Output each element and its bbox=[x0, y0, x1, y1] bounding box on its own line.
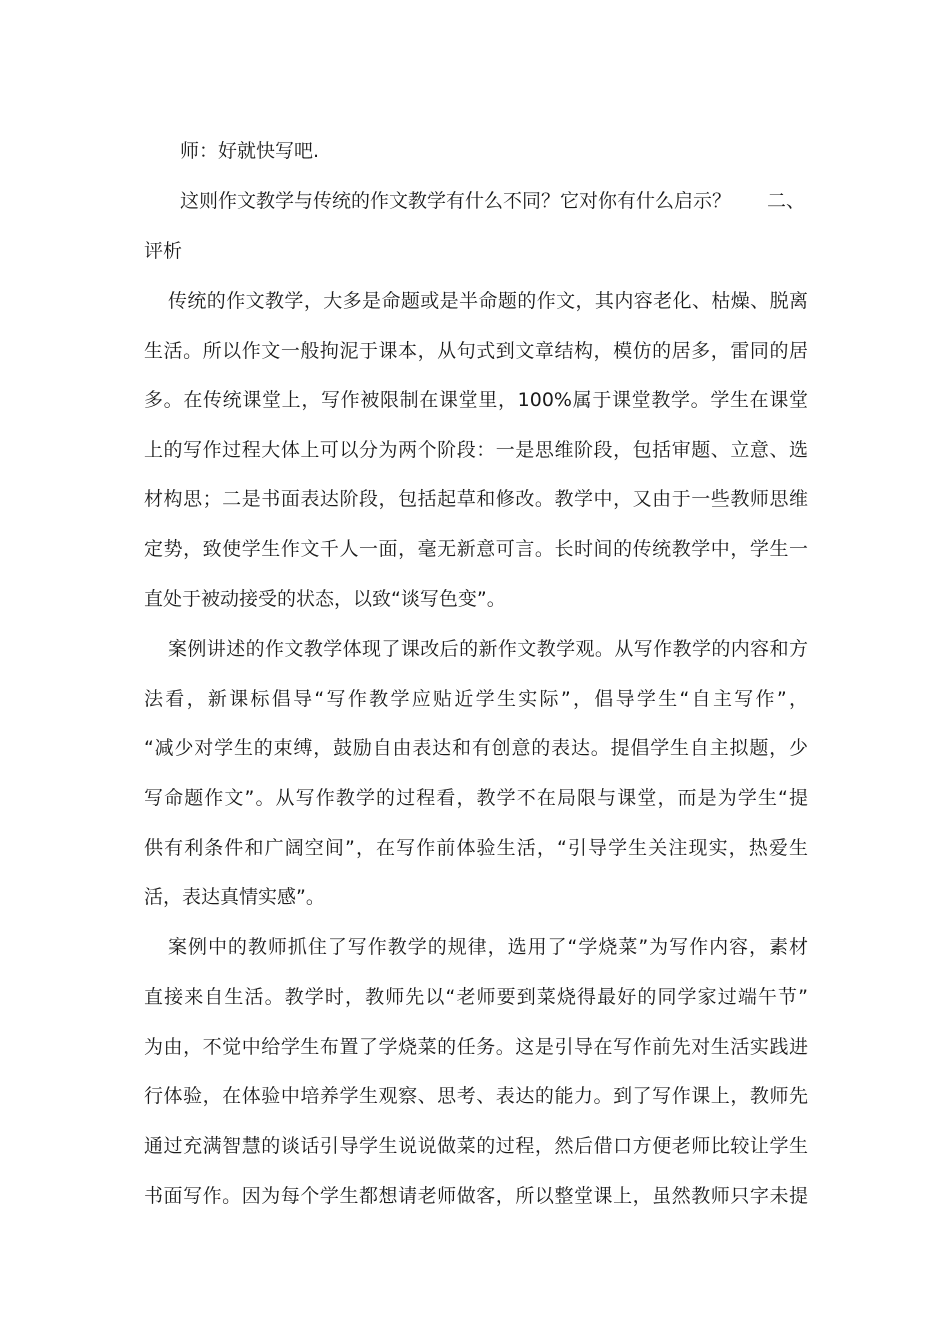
paragraph-3-line: 案例中的教师抓住了写作教学的规律，选用了“学烧菜”为写作内容，素材 bbox=[168, 936, 808, 958]
paragraph-3-line: 行体验，在体验中培养学生观察、思考、表达的能力。到了写作课上，教师先 bbox=[144, 1085, 808, 1107]
paragraph-1-line: 定势，致使学生作文千人一面，毫无新意可言。长时间的传统教学中，学生一 bbox=[144, 538, 808, 560]
section-title: 评析 bbox=[144, 240, 183, 262]
paragraph-1-line: 上的写作过程大体上可以分为两个阶段：一是思维阶段，包括审题、立意、选 bbox=[144, 439, 808, 461]
paragraph-3-line: 通过充满智慧的谈话引导学生说说做菜的过程，然后借口方便老师比较让学生 bbox=[144, 1135, 808, 1157]
paragraph-1-line: 直处于被动接受的状态，以致“谈写色变”。 bbox=[144, 588, 506, 610]
paragraph-2-line: 供有利条件和广阔空间”，在写作前体验生活，“引导学生关注现实，热爱生 bbox=[144, 837, 808, 859]
paragraph-1-line: 生活。所以作文一般拘泥于课本，从句式到文章结构，模仿的居多，雷同的居 bbox=[144, 340, 808, 362]
discussion-question: 这则作文教学与传统的作文教学有什么不同？它对你有什么启示？ bbox=[180, 190, 732, 212]
paragraph-2-line: 写命题作文”。从写作教学的过程看，教学不在局限与课堂，而是为学生“提 bbox=[144, 787, 808, 809]
paragraph-3-line: 书面写作。因为每个学生都想请老师做客，所以整堂课上，虽然教师只字未提 bbox=[144, 1185, 808, 1207]
paragraph-2-line: 法看，新课标倡导“写作教学应贴近学生实际”，倡导学生“自主写作”， bbox=[144, 688, 808, 710]
paragraph-1-line: 传统的作文教学，大多是命题或是半命题的作文，其内容老化、枯燥、脱离 bbox=[168, 290, 808, 312]
paragraph-3-line: 直接来自生活。教学时，教师先以“老师要到菜烧得最好的同学家过端午节” bbox=[144, 986, 808, 1008]
paragraph-3-line: 为由，不觉中给学生布置了学烧菜的任务。这是引导在写作前先对生活实践进 bbox=[144, 1036, 808, 1058]
paragraph-2-line: 活，表达真情实感”。 bbox=[144, 886, 325, 908]
paragraph-2-line: “减少对学生的束缚，鼓励自由表达和有创意的表达。提倡学生自主拟题，少 bbox=[144, 737, 808, 759]
paragraph-1-line: 多。在传统课堂上，写作被限制在课堂里，100%属于课堂教学。学生在课堂 bbox=[144, 389, 808, 411]
dialogue-line: 师：好就快写吧. bbox=[180, 140, 320, 162]
paragraph-1-line: 材构思；二是书面表达阶段，包括起草和修改。教学中，又由于一些教师思维 bbox=[144, 488, 808, 510]
section-number: 二、 bbox=[767, 190, 806, 212]
paragraph-2-line: 案例讲述的作文教学体现了课改后的新作文教学观。从写作教学的内容和方 bbox=[168, 638, 808, 660]
